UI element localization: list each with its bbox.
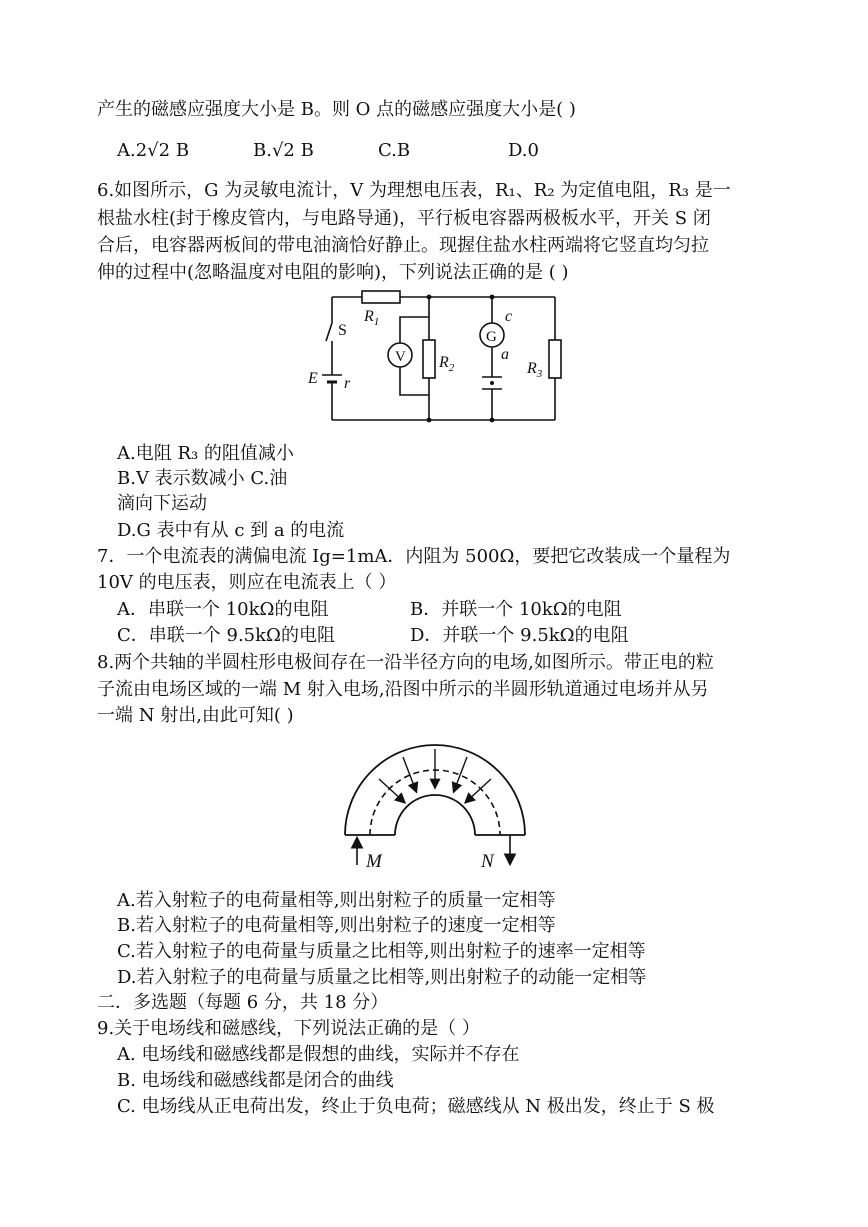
q6-circuit-diagram [300, 285, 580, 430]
q9-option-a: A. 电场线和磁感线都是假想的曲线，实际并不存在 [117, 1044, 520, 1065]
q9-option-b: B. 电场线和磁感线都是闭合的曲线 [117, 1070, 394, 1091]
q8-stem-line-3: 一端 N 射出,由此可知( ) [97, 705, 294, 726]
q8-option-d: D.若入射粒子的电荷量与质量之比相等,则出射粒子的动能一定相等 [117, 967, 647, 988]
q5-option-d: D.0 [508, 140, 539, 161]
label-r3: $R_3$ [527, 360, 543, 380]
q6-option-a: A.电阻 R₃ 的阻值减小 [117, 443, 294, 464]
label-r: r [344, 375, 351, 392]
label-r1: $R_1$ [364, 308, 380, 328]
q8-option-c: C.若入射粒子的电荷量与质量之比相等,则出射粒子的速率一定相等 [117, 941, 646, 962]
q8-option-a: A.若入射粒子的电荷量相等,则出射粒子的质量一定相等 [117, 890, 556, 911]
q8-stem-line-1: 8.两个共轴的半圆柱形电极间存在一沿半径方向的电场,如图所示。带正电的粒 [97, 652, 714, 673]
resistor-r3 [549, 340, 561, 378]
q7-option-c: C．串联一个 9.5kΩ的电阻 [117, 625, 335, 646]
label-r2: $R_2$ [439, 354, 455, 374]
label-a: a [501, 346, 509, 363]
q8-option-b: B.若入射粒子的电荷量相等,则出射粒子的速度一定相等 [117, 915, 556, 936]
q6-stem-line-1: 6.如图所示，G 为灵敏电流计，V 为理想电压表，R₁、R₂ 为定值电阻，R₃ 是一 [97, 180, 731, 201]
q7-stem-line-2: 10V 的电压表，则应在电流表上（ ） [97, 572, 397, 593]
resistor-r1 [362, 291, 400, 303]
q6-stem-line-4: 伸的过程中(忽略温度对电阻的影响)，下列说法正确的是 ( ) [97, 262, 569, 283]
q6-option-b-c: B.V 表示数减小 C.油 [117, 468, 288, 489]
switch-s [326, 323, 332, 341]
label-e: E [308, 370, 318, 387]
q6-stem-line-2: 根盐水柱(封于橡皮管内，与电路导通)，平行板电容器两极板水平，开关 S 闭 [97, 208, 711, 229]
q7-option-b: B．并联一个 10kΩ的电阻 [410, 599, 622, 620]
q6-stem-line-3: 合后，电容器两板间的带电油滴恰好静止。现握住盐水柱两端将它竖直均匀拉 [97, 235, 709, 256]
q5-option-a: A.2√2 B [117, 140, 190, 161]
resistor-r2 [423, 340, 435, 378]
inner-electrode [395, 795, 475, 835]
label-g: G [486, 329, 497, 345]
label-n: N [481, 851, 494, 872]
q7-option-a: A．串联一个 10kΩ的电阻 [117, 599, 329, 620]
label-c: c [505, 308, 513, 325]
q8-stem-line-2: 子流由电场区域的一端 M 射入电场,沿图中所示的半圆形轨道通过电场并从另 [97, 679, 709, 700]
q5-stem-tail: 产生的磁感应强度大小是 B。则 O 点的磁感应强度大小是( ) [97, 99, 576, 120]
q9-option-c: C. 电场线从正电荷出发，终止于负电荷；磁感线从 N 极出发，终止于 S 极 [117, 1096, 715, 1117]
q7-option-d: D．并联一个 9.5kΩ的电阻 [410, 625, 629, 646]
q6-option-c-cont: 滴向下运动 [117, 493, 207, 514]
q9-stem: 9.关于电场线和磁感线，下列说法正确的是（ ） [97, 1018, 480, 1039]
q5-option-c: C.B [378, 140, 411, 161]
oil-drop-dot [490, 381, 494, 385]
label-m: M [366, 851, 382, 872]
q8-semicircle-field-diagram [335, 735, 535, 875]
q5-option-b: B.√2 B [253, 140, 314, 161]
section-heading-multiple-choice: 二．多选题（每题 6 分，共 18 分） [97, 992, 389, 1013]
q6-option-d: D.G 表中有从 c 到 a 的电流 [117, 520, 345, 541]
q7-stem-line-1: 7．一个电流表的满偏电流 Ig=1mA．内阻为 500Ω，要把它改装成一个量程为 [97, 546, 731, 567]
label-s: S [338, 322, 347, 339]
label-v: V [395, 349, 406, 365]
